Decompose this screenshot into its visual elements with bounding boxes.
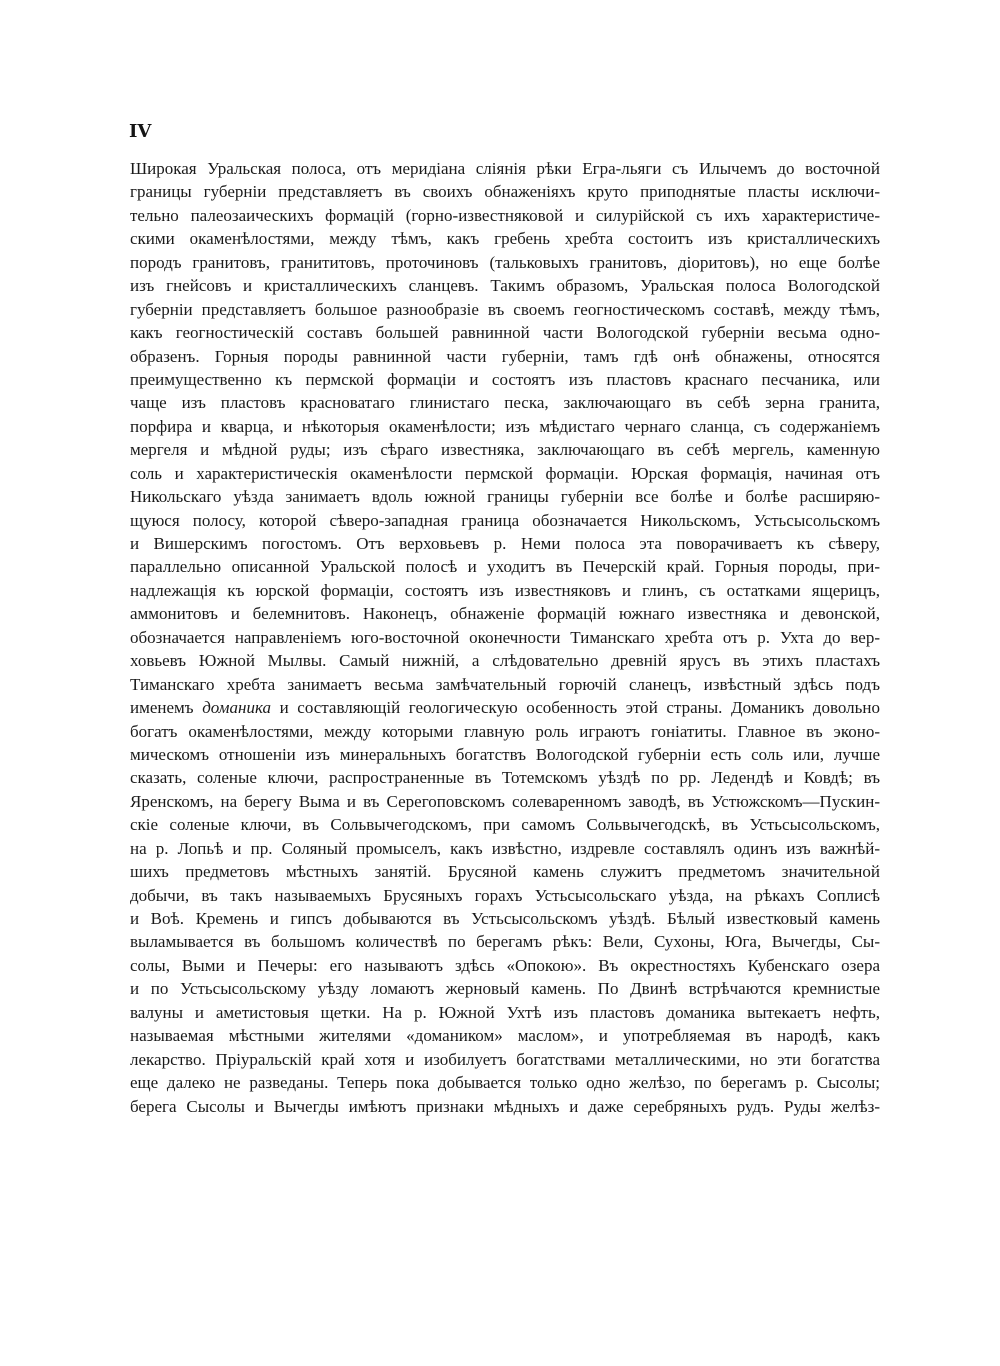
- text-line: солы, Выми и Печеры: его называютъ здѣсь «Опокою». Въ окрестностяхъ Кубенскаго озера: [130, 955, 880, 975]
- text-line: Никольскаго уѣзда занимаетъ вдоль южной границы губерніи все болѣе и болѣе расширяю-: [130, 487, 880, 507]
- text-line: и Воѣ. Кремень и гипсъ добываются въ Устьсысольскомъ уѣздѣ. Бѣлый известковый камень: [130, 909, 880, 928]
- text-line: изъ гнейсовъ и кристаллическихъ сланцевъ. Такимъ образомъ, Уральская полоса Вологодской: [130, 276, 880, 296]
- text-line: тельно палеозаическихъ формацій (горно-известняковой и силурійской съ ихъ характеристиче-: [130, 205, 880, 225]
- body-paragraph: [130, 157, 880, 1118]
- text-line: параллельно описанной Уральской полосѣ и уходитъ въ Печерскій край. Горныя породы, при-: [130, 557, 880, 577]
- text-line: еще далеко не разведаны. Теперь пока добывается только одно желѣзо, по берегамъ р. Сысолы;: [130, 1073, 880, 1093]
- text-line-with-italic-term: [130, 696, 880, 719]
- text-line: Тиманскаго хребта занимаетъ весьма замѣчательный горючій сланецъ, извѣстный здѣсь подъ: [130, 674, 880, 694]
- text-line: на р. Лопьѣ и пр. Соляный промыселъ, какъ извѣстно, издревле составлялъ одинъ изъ важнѣй-: [130, 838, 880, 858]
- text-line: и по Устьсысольскому уѣзду ломаютъ жерновый камень. По Двинѣ встрѣчаются кремнистые: [130, 979, 880, 999]
- text-line: валуны и аметистовыя щетки. На р. Южной Ухтѣ изъ пластовъ доманика вытекаетъ нефть,: [130, 1002, 880, 1022]
- text-line: Широкая Уральская полоса, отъ меридіана сліянія рѣки Егра-льяги съ Илычемъ до восточной: [130, 159, 880, 178]
- text-line: границы губерніи представляетъ въ своихъ обнаженіяхъ круто приподнятые пласты исключи-: [130, 182, 880, 202]
- text-line: шихъ предметовъ мѣстныхъ занятій. Брусяной камень служитъ предметомъ значительной: [130, 862, 880, 882]
- text-line: аммонитовъ и белемнитовъ. Наконецъ, обнаженіе формацій южнаго известняка и девонской,: [130, 604, 880, 624]
- text-line: губерніи представляетъ большое разнообразіе въ своемъ геогностическомъ составѣ, между тѣмъ,: [130, 299, 880, 319]
- text-line: чаще изъ пластовъ красноватаго глинистаго песка, заключающаго въ себѣ зерна гранита,: [130, 393, 880, 413]
- line-segment: и составляющій геологическую особенность этой страны. Доманикъ довольно: [270, 698, 880, 718]
- text-line: выламывается въ большомъ количествѣ по берегамъ рѣкъ: Вели, Сухоны, Юга, Вычегды, Сы-: [130, 932, 880, 952]
- text-line: преимущественно къ пермской формаціи и состоятъ изъ пластовъ краснаго песчаника, или: [130, 369, 880, 389]
- text-line: богатъ окаменѣлостями, между которыми главную роль играютъ гоніатиты. Главное въ эконо-: [130, 721, 880, 741]
- text-line: образенъ. Горныя породы равнинной части губерніи, тамъ гдѣ онѣ обнажены, относятся: [130, 346, 880, 366]
- text-line: мическомъ отношеніи изъ минеральныхъ богатствъ Вологодской губерніи есть соль или, лучше: [130, 744, 880, 764]
- text-line: лекарство. Пріуральскій край хотя и изобилуетъ богатствами металлическими, но эти богатства: [130, 1049, 880, 1069]
- text-line: соль и характеристическія окаменѣлости пермской формаціи. Юрская формація, начиная отъ: [130, 463, 880, 483]
- text-line: порфира и кварца, и нѣкоторыя окаменѣлости; изъ мѣдистаго чернаго сланца, съ содержаніемъ: [130, 416, 880, 436]
- text-line: какъ геогностическій составъ большей равнинной части Вологодской губерніи весьма одно-: [130, 323, 880, 343]
- text-line: Яренскомъ, на берегу Выма и въ Серегоповскомъ солеваренномъ заводѣ, въ Устюжскомъ—Пускин-: [130, 791, 880, 811]
- text-line: скіе соленые ключи, въ Сольвычегодскомъ, при самомъ Сольвычегодскѣ, въ Устьсысольскомъ,: [130, 815, 880, 835]
- text-line: мергеля и мѣдной руды; изъ сѣраго известняка, заключающаго въ себѣ мергель, каменную: [130, 440, 880, 460]
- line-segment: именемъ: [130, 698, 203, 718]
- text-line: называемая мѣстными жителями «домаником» маслом», и употребляемая въ народѣ, какъ: [130, 1026, 880, 1046]
- text-line: берега Сысолы и Вычегды имѣютъ признаки мѣдныхъ и даже серебряныхъ рудъ. Руды желѣз-: [130, 1096, 880, 1116]
- text-line: обозначается направленіемъ юго-восточной оконечности Тиманскаго хребта отъ р. Ухта до вер-: [130, 627, 880, 647]
- text-line: щуюся полосу, которой сѣверо-западная граница обозначается Никольскомъ, Устьсысольскомъ: [130, 510, 880, 530]
- text-line: добычи, въ такъ называемыхъ Брусяныхъ горахъ Устьсысольскаго уѣзда, на рѣкахъ Соплисѣ: [130, 885, 880, 905]
- text-line: ховьевъ Южной Мылвы. Самый нижній, а слѣдовательно древній ярусъ въ этихъ пластахъ: [130, 651, 880, 671]
- text-line: сказать, соленые ключи, распространенные въ Тотемскомъ уѣздѣ по рр. Ледендѣ и Ковдѣ; въ: [130, 768, 880, 788]
- text-line: надлежащія къ юрской формаціи, состоятъ изъ известняковъ и глинъ, съ остатками ящерицъ,: [130, 580, 880, 600]
- italic-term: доманика: [202, 698, 271, 718]
- text-line: породъ гранитовъ, гранититовъ, проточиновъ (тальковыхъ гранитовъ, діоритовъ), но еще болѣе: [130, 252, 880, 272]
- page-number: IV: [129, 121, 152, 142]
- text-line: скими окаменѣлостями, между тѣмъ, какъ гребень хребта состоитъ изъ кристаллическихъ: [130, 229, 880, 249]
- text-line: и Вишерскимъ погостомъ. Отъ верховьевъ р. Неми полоса эта поворачиваетъ къ сѣверу,: [130, 534, 880, 553]
